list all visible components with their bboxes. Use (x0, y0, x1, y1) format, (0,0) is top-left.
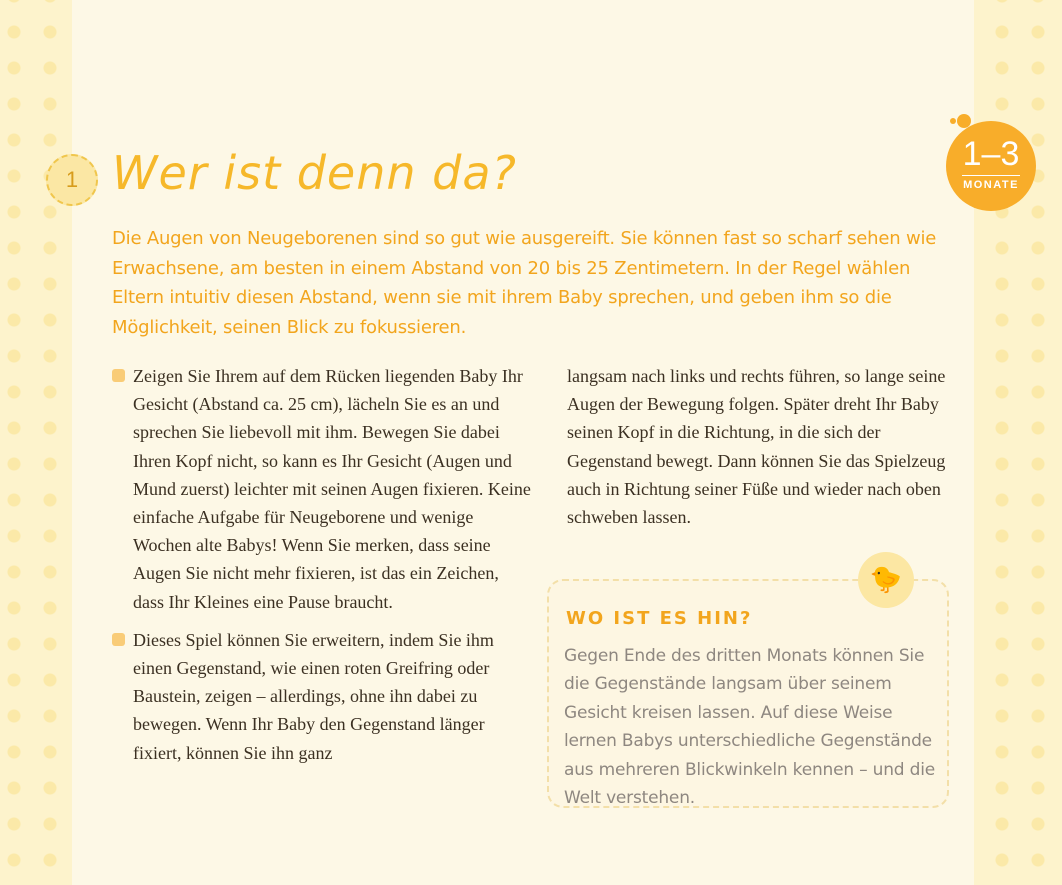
chick-icon: 🐤 (858, 552, 914, 608)
tip-heading: WO IST ES HIN? (566, 608, 753, 629)
age-badge (946, 121, 1036, 211)
tip-text: Gegen Ende des dritten Monats können Sie die Gegenstände langsam über seinem Gesicht kreisen lassen. Auf diese Weise lernen Babys unterschiedliche Gegenstände aus mehreren Blickwinkeln kennen – und die Welt verstehen. (564, 646, 935, 809)
age-range: 1–3 (962, 135, 1020, 173)
dotted-border-left (0, 0, 72, 885)
age-unit: MONATE (963, 179, 1019, 191)
badge-divider (962, 175, 1020, 176)
left-column (112, 362, 532, 777)
intro-paragraph: Die Augen von Neugeborenen sind so gut wie ausgereift. Sie können fast so scharf sehen wie Erwachsene, am besten in einem Abstand von 20 bis 25 Zentimetern. In der Regel wählen Eltern intuitiv diesen Abstand, wenn sie mit ihrem Baby sprechen, und geben ihm so die Möglichkeit, seinen Blick zu fokussieren. (112, 228, 937, 338)
section-number: 1 (46, 154, 98, 206)
list-item-text: Zeigen Sie Ihrem auf dem Rücken liegenden Baby Ihr Gesicht (Abstand ca. 25 cm), lächeln Sie es an und sprechen Sie liebevoll mit ihm. Bewegen Sie dabei Ihren Kopf nicht, so kann es Ihr Gesicht (Augen und Mund zuerst) leichter mit seinen Augen fixieren. Keine einfache Aufgabe für Neugeborene und wenige Wochen alte Babys! Wenn Sie merken, dass seine Augen Sie nicht mehr fixieren, ist das ein Zeichen, dass Ihr Kleines eine Pause braucht. (133, 366, 531, 612)
page-title: Wer ist denn da? (112, 146, 517, 200)
list-item (112, 362, 532, 616)
right-column-text: langsam nach links und rechts führen, so lange seine Augen der Bewegung folgen. Später dreht Ihr Baby seinen Kopf in die Richtung, in die sich der Gegenstand bewegt. Dann können Sie das Spielzeug auch in Richtung seiner Füße und wieder nach oben schweben lassen. (567, 366, 946, 528)
badge-decoration-dot-small (950, 118, 956, 124)
list-item-text: Dieses Spiel können Sie erweitern, indem Sie ihm einen Gegenstand, wie einen roten Greifring oder Baustein, zeigen – allerdings, ohne ihn dabei zu bewegen. Wenn Ihr Baby den Gegenstand länger fixiert, können Sie ihn ganz (133, 629, 494, 763)
bullet-square-icon (112, 369, 125, 382)
list-item (112, 626, 532, 767)
bullet-square-icon (112, 633, 125, 646)
